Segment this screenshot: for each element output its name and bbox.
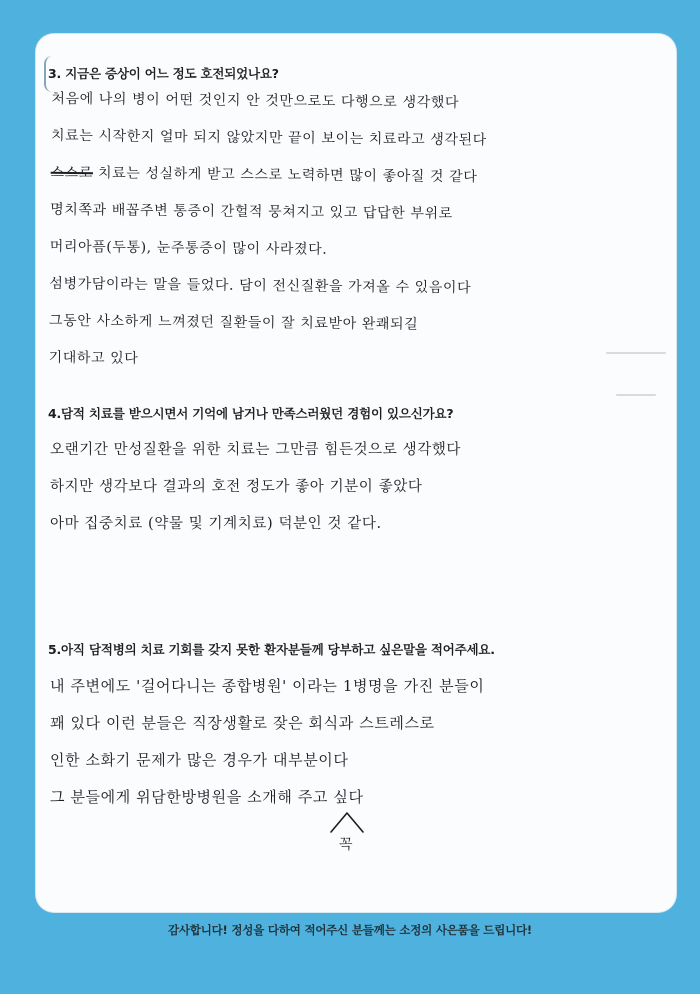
answer-3-line-8: 기대하고 있다 <box>48 349 139 367</box>
answer-4-line-1: 오랜기간 만성질환을 위한 치료는 그만큼 힘든것으로 생각했다 <box>50 442 462 458</box>
answer-5-line-1: 내 주변에도 '걸어다니는 종합병원' 이라는 1병명을 가진 분들이 <box>50 677 485 695</box>
answer-4 <box>50 432 660 543</box>
answer-5-line-2: 꽤 있다 이런 분들은 직장생활로 잦은 회식과 스트레스로 <box>50 714 435 732</box>
answer-5-line-4: 그 분들에게 위담한방병원을 소개해 주고 싶다 <box>50 788 364 806</box>
struck-word: 스스로 <box>50 164 94 182</box>
answer-3-line-3-text: 치료는 성실하게 받고 스스로 노력하면 많이 좋아질 것 같다 <box>97 165 478 186</box>
answer-5-line-3: 인한 소화기 문제가 많은 경우가 대부분이다 <box>50 751 349 769</box>
footer-thanks: 감사합니다! 정성을 다하여 적어주신 분들께는 소정의 사은품을 드립니다! <box>168 923 532 937</box>
question-4: 4.담적 치료를 받으시면서 기억에 남거나 만족스러웠던 경험이 있으신가요? <box>48 406 454 421</box>
paper-smudge <box>606 352 666 354</box>
answer-3-line-1: 처음에 나의 병이 어떤 것인지 안 것만으로도 다행으로 생각했다 <box>51 90 460 112</box>
answer-3-line-4: 명치쪽과 배꼽주변 통증이 간헐적 뭉쳐지고 있고 답답한 부위로 <box>50 201 453 223</box>
answer-4-line-2: 하지만 생각보다 결과의 호전 정도가 좋아 기분이 좋았다 <box>50 479 423 495</box>
insertion-caret-icon <box>329 810 365 834</box>
answer-4-line-3: 아마 집중치료 (약물 및 기계치료) 덕분인 것 같다. <box>50 516 382 532</box>
question-3: 3. 지금은 증상이 어느 정도 호전되었나요? <box>48 66 279 81</box>
inserted-word: 꼭 <box>339 837 353 853</box>
question-5: 5.아직 담적병의 치료 기회를 갖지 못한 환자분들께 당부하고 싶은말을 적어주세요. <box>48 642 495 657</box>
answer-3-line-6: 섬병가담이라는 말을 들었다. 담이 전신질환을 가져올 수 있음이다 <box>49 275 472 297</box>
answer-5 <box>50 668 660 816</box>
paper-smudge <box>616 394 656 396</box>
survey-sheet <box>36 34 676 912</box>
answer-3-line-7: 그동안 사소하게 느껴졌던 질환들이 잘 치료받아 완쾌되길 <box>48 312 419 333</box>
answer-3-line-2: 치료는 시작한지 얼마 되지 않았지만 끝이 보이는 치료라고 생각된다 <box>50 127 487 149</box>
answer-3-line-5: 머리아픔(두통), 눈주통증이 많이 사라졌다. <box>49 238 328 258</box>
answer-3 <box>48 81 661 383</box>
answer-3-line-3 <box>50 155 660 198</box>
